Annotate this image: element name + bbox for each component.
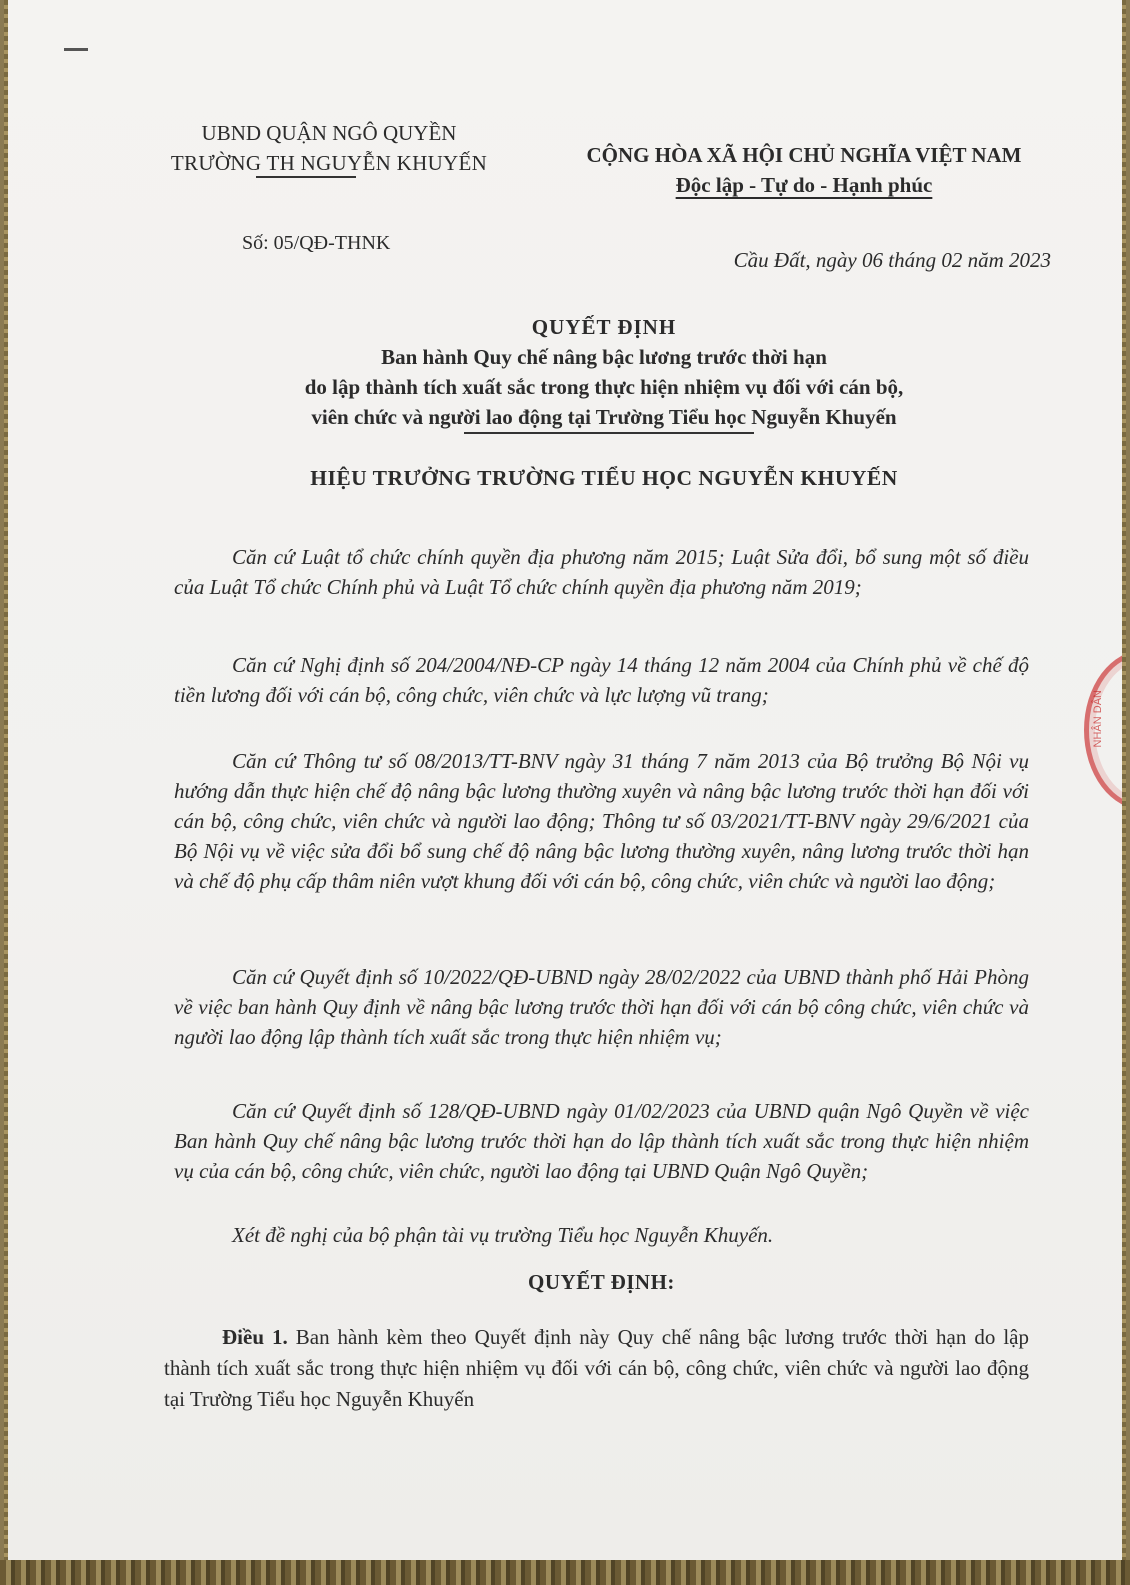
- scan-edge-left: [4, 0, 8, 1560]
- place-date: Cầu Đất, ngày 06 tháng 02 năm 2023: [733, 248, 1051, 272]
- legal-basis-2: Căn cứ Nghị định số 204/2004/NĐ-CP ngày 14 tháng 12 năm 2004 của Chính phủ về chế độ tiền lương đối với cán bộ, công chức, viên chức và lực lượng vũ trang;: [174, 653, 1029, 707]
- title-heading: QUYẾT ĐỊNH: [531, 315, 677, 339]
- legal-basis-5: Căn cứ Quyết định số 128/QĐ-UBND ngày 01/02/2023 của UBND quận Ngô Quyền về việc Ban hành Quy chế nâng bậc lương trước thời hạn do lập thành tích xuất sắc trong thực hiện nhiệm vụ của cán bộ, công chức, viên chức, người lao động tại UBND Quận Ngô Quyền;: [174, 1099, 1029, 1183]
- article-1-label: Điều 1.: [222, 1325, 288, 1349]
- scan-edge-right: [1122, 0, 1126, 1560]
- title-line-3: viên chức và người lao động tại Trường Tiểu học Nguyễn Khuyến: [311, 405, 897, 429]
- national-header: [549, 140, 1059, 200]
- document-title: [164, 312, 1044, 434]
- margin-mark: [64, 48, 88, 51]
- title-underline: [464, 432, 754, 434]
- seal-text: NHÂN DÂN: [1092, 690, 1104, 748]
- issuing-agency: [134, 118, 524, 178]
- red-seal-stamp: [1084, 650, 1126, 810]
- issuing-authority: HIỆU TRƯỞNG TRƯỜNG TIỂU HỌC NGUYỄN KHUYẾN: [310, 466, 898, 490]
- title-line-1: Ban hành Quy chế nâng bậc lương trước thời hạn: [381, 345, 827, 369]
- proposal-note: Xét đề nghị của bộ phận tài vụ trường Tiểu học Nguyễn Khuyến.: [232, 1223, 774, 1247]
- title-line-2: do lập thành tích xuất sắc trong thực hiện nhiệm vụ đối với cán bộ,: [304, 375, 904, 399]
- document-page: [4, 0, 1126, 1560]
- national-title: CỘNG HÒA XÃ HỘI CHỦ NGHĨA VIỆT NAM: [586, 143, 1022, 167]
- agency-name: TRƯỜNG TH NGUYỄN KHUYẾN: [170, 151, 488, 175]
- document-number: Số: 05/QĐ-THNK: [242, 232, 391, 254]
- scan-bottom-edge: [0, 1560, 1130, 1585]
- legal-basis-1: Căn cứ Luật tổ chức chính quyền địa phương năm 2015; Luật Sửa đổi, bổ sung một số điều của Luật Tổ chức Chính phủ và Luật Tổ chức chính quyền địa phương năm 2019;: [174, 545, 1029, 599]
- decision-heading: QUYẾT ĐỊNH:: [528, 1270, 675, 1294]
- article-1-text: Ban hành kèm theo Quyết định này Quy chế nâng bậc lương trước thời hạn do lập thành tích xuất sắc trong thực hiện nhiệm vụ đối với cán bộ, công chức, viên chức và người lao động tại Trường Tiểu học Nguyễn Khuyến: [164, 1325, 1029, 1411]
- article-1: [164, 1322, 1029, 1415]
- legal-basis-4: Căn cứ Quyết định số 10/2022/QĐ-UBND ngày 28/02/2022 của UBND thành phố Hải Phòng về việc ban hành Quy định về nâng bậc lương trước thời hạn đối với cán bộ công chức, viên chức và người lao động lập thành tích xuất sắc trong thực hiện nhiệm vụ;: [174, 965, 1029, 1049]
- agency-parent: UBND QUẬN NGÔ QUYỀN: [201, 121, 457, 145]
- legal-basis-3: Căn cứ Thông tư số 08/2013/TT-BNV ngày 31 tháng 7 năm 2013 của Bộ trưởng Bộ Nội vụ hướng dẫn thực hiện chế độ nâng bậc lương thường xuyên và nâng bậc lương trước thời hạn đối với cán bộ, công chức, viên chức và người lao động; Thông tư số 03/2021/TT-BNV ngày 29/6/2021 của Bộ Nội vụ về việc sửa đổi bổ sung chế độ nâng bậc lương thường xuyên, nâng lương trước thời hạn và chế độ phụ cấp thâm niên vượt khung đối với cán bộ, công chức, viên chức và người lao động;: [174, 749, 1029, 893]
- national-motto: Độc lập - Tự do - Hạnh phúc: [675, 173, 933, 197]
